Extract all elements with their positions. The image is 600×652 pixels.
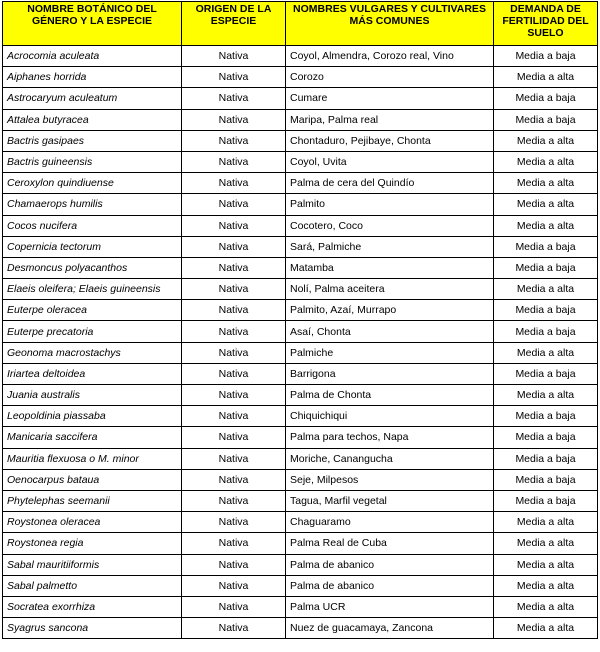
origin-cell: Nativa: [182, 448, 286, 469]
origin-cell: Nativa: [182, 533, 286, 554]
table-row: [3, 575, 598, 596]
fertility-demand-cell: Media a alta: [494, 151, 598, 172]
origin-cell: Nativa: [182, 279, 286, 300]
common-names-cell: Corozo: [286, 67, 494, 88]
table-row: [3, 130, 598, 151]
table-row: [3, 533, 598, 554]
common-names-cell: Chiquichiqui: [286, 406, 494, 427]
origin-cell: Nativa: [182, 342, 286, 363]
table-row: [3, 257, 598, 278]
fertility-demand-cell: Media a alta: [494, 575, 598, 596]
fertility-demand-cell: Media a baja: [494, 406, 598, 427]
botanical-name-cell: Syagrus sancona: [3, 618, 182, 639]
origin-cell: Nativa: [182, 575, 286, 596]
common-names-cell: Asaí, Chonta: [286, 321, 494, 342]
origin-cell: Nativa: [182, 385, 286, 406]
table-row: [3, 151, 598, 172]
fertility-demand-cell: Media a baja: [494, 321, 598, 342]
botanical-name-cell: Juania australis: [3, 385, 182, 406]
origin-cell: Nativa: [182, 109, 286, 130]
table-row: [3, 321, 598, 342]
botanical-name-cell: Bactris guineensis: [3, 151, 182, 172]
table-row: [3, 279, 598, 300]
origin-cell: Nativa: [182, 46, 286, 67]
table-row: [3, 512, 598, 533]
botanical-name-cell: Mauritia flexuosa o M. minor: [3, 448, 182, 469]
common-names-cell: Seje, Milpesos: [286, 469, 494, 490]
common-names-cell: Palma de cera del Quindío: [286, 173, 494, 194]
fertility-demand-cell: Media a alta: [494, 173, 598, 194]
common-names-cell: Nolí, Palma aceitera: [286, 279, 494, 300]
common-names-cell: Matamba: [286, 257, 494, 278]
origin-cell: Nativa: [182, 300, 286, 321]
fertility-demand-cell: Media a alta: [494, 618, 598, 639]
origin-cell: Nativa: [182, 321, 286, 342]
fertility-demand-cell: Media a baja: [494, 236, 598, 257]
botanical-name-cell: Attalea butyracea: [3, 109, 182, 130]
fertility-demand-cell: Media a alta: [494, 130, 598, 151]
table-row: [3, 448, 598, 469]
table-row: [3, 385, 598, 406]
common-names-cell: Coyol, Almendra, Corozo real, Vino: [286, 46, 494, 67]
origin-cell: Nativa: [182, 512, 286, 533]
botanical-name-cell: Bactris gasipaes: [3, 130, 182, 151]
header-common-names: NOMBRES VULGARES Y CULTIVARES MÁS COMUNES: [286, 2, 494, 46]
table-row: [3, 618, 598, 639]
botanical-name-cell: Euterpe oleracea: [3, 300, 182, 321]
botanical-name-cell: Leopoldinia piassaba: [3, 406, 182, 427]
header-species-origin: ORIGEN DE LA ESPECIE: [182, 2, 286, 46]
table-row: [3, 194, 598, 215]
fertility-demand-cell: Media a alta: [494, 385, 598, 406]
origin-cell: Nativa: [182, 236, 286, 257]
botanical-name-cell: Sabal mauritiiformis: [3, 554, 182, 575]
fertility-demand-cell: Media a baja: [494, 448, 598, 469]
common-names-cell: Cocotero, Coco: [286, 215, 494, 236]
header-botanical-name: NOMBRE BOTÁNICO DEL GÉNERO Y LA ESPECIE: [3, 2, 182, 46]
fertility-demand-cell: Media a baja: [494, 490, 598, 511]
fertility-demand-cell: Media a baja: [494, 88, 598, 109]
common-names-cell: Palma UCR: [286, 596, 494, 617]
table-row: [3, 342, 598, 363]
fertility-demand-cell: Media a baja: [494, 257, 598, 278]
origin-cell: Nativa: [182, 151, 286, 172]
common-names-cell: Palma de abanico: [286, 575, 494, 596]
table-row: [3, 554, 598, 575]
fertility-demand-cell: Media a alta: [494, 512, 598, 533]
fertility-demand-cell: Media a alta: [494, 194, 598, 215]
palm-species-table-container: [2, 1, 598, 639]
fertility-demand-cell: Media a baja: [494, 427, 598, 448]
botanical-name-cell: Cocos nucifera: [3, 215, 182, 236]
fertility-demand-cell: Media a alta: [494, 342, 598, 363]
common-names-cell: Palma de abanico: [286, 554, 494, 575]
table-row: [3, 173, 598, 194]
common-names-cell: Nuez de guacamaya, Zancona: [286, 618, 494, 639]
origin-cell: Nativa: [182, 130, 286, 151]
botanical-name-cell: Geonoma macrostachys: [3, 342, 182, 363]
botanical-name-cell: Elaeis oleifera; Elaeis guineensis: [3, 279, 182, 300]
table-row: [3, 215, 598, 236]
botanical-name-cell: Roystonea oleracea: [3, 512, 182, 533]
table-row: [3, 46, 598, 67]
origin-cell: Nativa: [182, 67, 286, 88]
botanical-name-cell: Iriartea deltoidea: [3, 363, 182, 384]
table-row: [3, 236, 598, 257]
botanical-name-cell: Oenocarpus bataua: [3, 469, 182, 490]
common-names-cell: Maripa, Palma real: [286, 109, 494, 130]
botanical-name-cell: Astrocaryum aculeatum: [3, 88, 182, 109]
table-header-row: [3, 2, 598, 46]
table-row: [3, 469, 598, 490]
origin-cell: Nativa: [182, 194, 286, 215]
botanical-name-cell: Desmoncus polyacanthos: [3, 257, 182, 278]
botanical-name-cell: Manicaria saccifera: [3, 427, 182, 448]
botanical-name-cell: Chamaerops humilis: [3, 194, 182, 215]
origin-cell: Nativa: [182, 427, 286, 448]
origin-cell: Nativa: [182, 618, 286, 639]
table-row: [3, 88, 598, 109]
origin-cell: Nativa: [182, 173, 286, 194]
common-names-cell: Palma Real de Cuba: [286, 533, 494, 554]
botanical-name-cell: Euterpe precatoria: [3, 321, 182, 342]
common-names-cell: Moriche, Canangucha: [286, 448, 494, 469]
fertility-demand-cell: Media a alta: [494, 596, 598, 617]
origin-cell: Nativa: [182, 469, 286, 490]
common-names-cell: Coyol, Uvita: [286, 151, 494, 172]
fertility-demand-cell: Media a alta: [494, 215, 598, 236]
table-row: [3, 300, 598, 321]
fertility-demand-cell: Media a baja: [494, 469, 598, 490]
fertility-demand-cell: Media a alta: [494, 533, 598, 554]
origin-cell: Nativa: [182, 88, 286, 109]
table-row: [3, 406, 598, 427]
origin-cell: Nativa: [182, 596, 286, 617]
common-names-cell: Sará, Palmiche: [286, 236, 494, 257]
fertility-demand-cell: Media a alta: [494, 67, 598, 88]
origin-cell: Nativa: [182, 406, 286, 427]
header-soil-fertility-demand: DEMANDA DE FERTILIDAD DEL SUELO: [494, 2, 598, 46]
fertility-demand-cell: Media a baja: [494, 363, 598, 384]
table-row: [3, 490, 598, 511]
common-names-cell: Cumare: [286, 88, 494, 109]
origin-cell: Nativa: [182, 554, 286, 575]
common-names-cell: Palmito, Azaí, Murrapo: [286, 300, 494, 321]
origin-cell: Nativa: [182, 215, 286, 236]
fertility-demand-cell: Media a alta: [494, 554, 598, 575]
table-row: [3, 427, 598, 448]
botanical-name-cell: Copernicia tectorum: [3, 236, 182, 257]
common-names-cell: Palma para techos, Napa: [286, 427, 494, 448]
botanical-name-cell: Acrocomia aculeata: [3, 46, 182, 67]
fertility-demand-cell: Media a baja: [494, 46, 598, 67]
botanical-name-cell: Socratea exorrhiza: [3, 596, 182, 617]
origin-cell: Nativa: [182, 490, 286, 511]
botanical-name-cell: Phytelephas seemanii: [3, 490, 182, 511]
table-row: [3, 363, 598, 384]
common-names-cell: Palma de Chonta: [286, 385, 494, 406]
botanical-name-cell: Sabal palmetto: [3, 575, 182, 596]
table-row: [3, 67, 598, 88]
table-row: [3, 596, 598, 617]
fertility-demand-cell: Media a baja: [494, 109, 598, 130]
table-row: [3, 109, 598, 130]
table-body: [3, 46, 598, 639]
origin-cell: Nativa: [182, 363, 286, 384]
botanical-name-cell: Aiphanes horrida: [3, 67, 182, 88]
palm-species-table: [2, 1, 598, 639]
fertility-demand-cell: Media a alta: [494, 279, 598, 300]
common-names-cell: Chontaduro, Pejibaye, Chonta: [286, 130, 494, 151]
fertility-demand-cell: Media a baja: [494, 300, 598, 321]
common-names-cell: Palmiche: [286, 342, 494, 363]
botanical-name-cell: Ceroxylon quindiuense: [3, 173, 182, 194]
common-names-cell: Palmito: [286, 194, 494, 215]
botanical-name-cell: Roystonea regia: [3, 533, 182, 554]
common-names-cell: Chaguaramo: [286, 512, 494, 533]
common-names-cell: Barrigona: [286, 363, 494, 384]
common-names-cell: Tagua, Marfil vegetal: [286, 490, 494, 511]
origin-cell: Nativa: [182, 257, 286, 278]
